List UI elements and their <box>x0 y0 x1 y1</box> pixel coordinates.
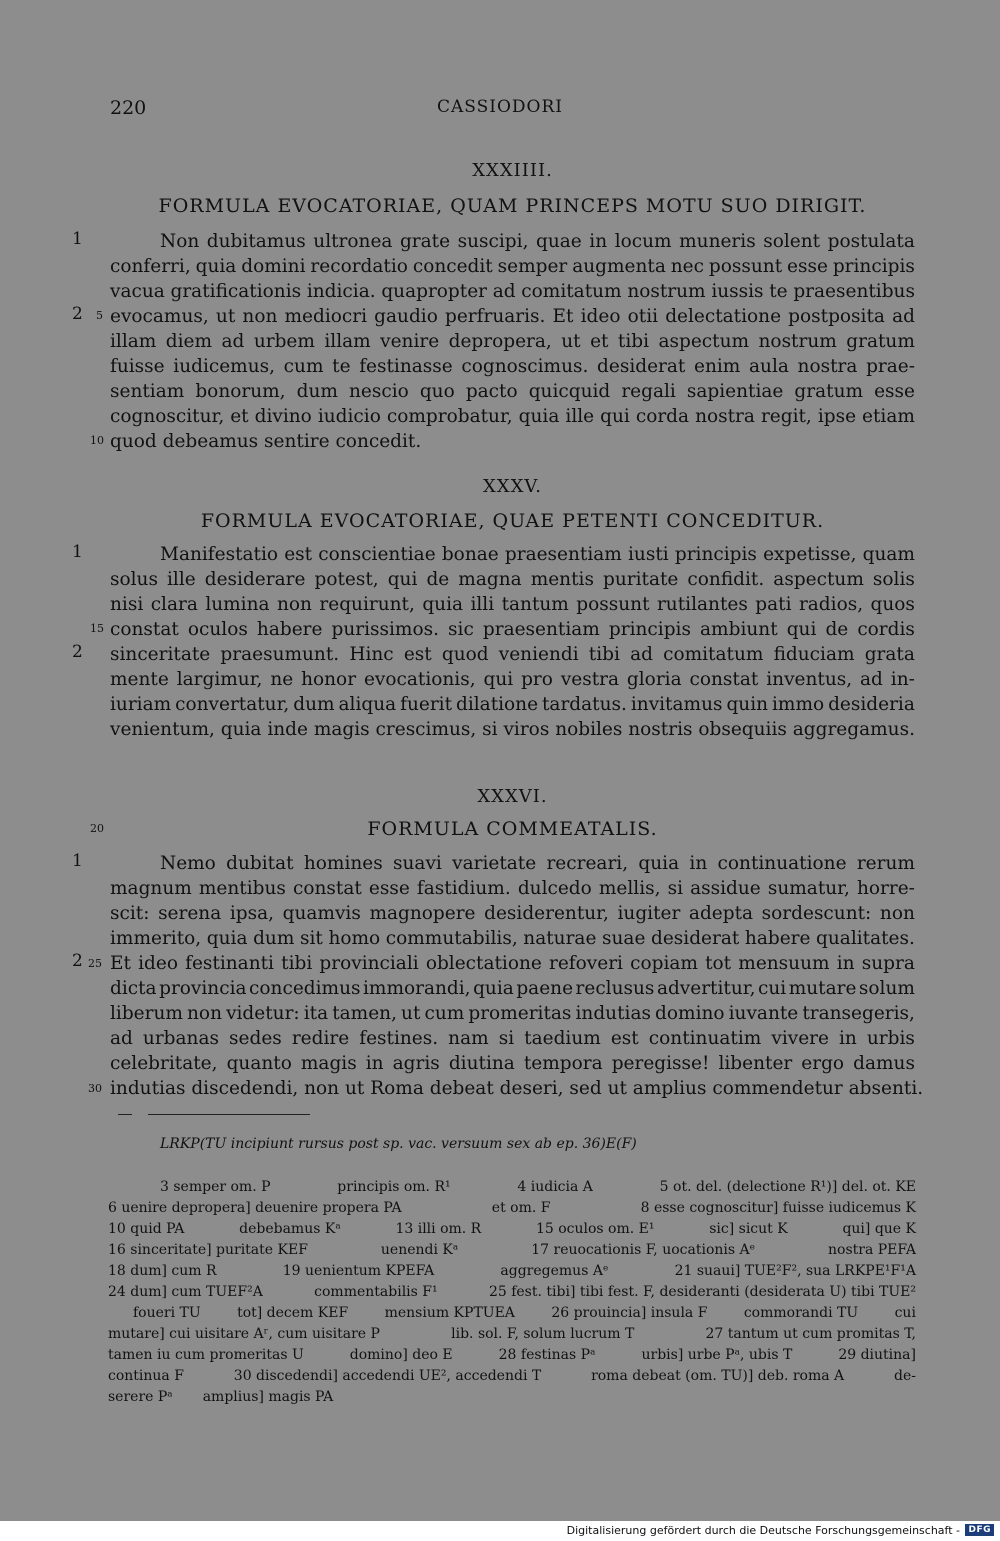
text-line: nisi clara lumina non requirunt, quia illi tantum possunt rutilantes pati radios, quos <box>110 594 915 615</box>
paragraph-number: 1 <box>72 542 83 562</box>
apparatus-note: mensium KPTUEA <box>384 1305 515 1321</box>
apparatus-note: 17 reuocationis F, uocationis Aᵉ <box>531 1242 756 1258</box>
apparatus-note: 30 discedendi] accedendi UE², accedendi T <box>233 1368 542 1384</box>
text-line: solus ille desiderare potest, qui de magna mentis puritate confidit. aspectum solis <box>110 569 915 590</box>
apparatus-note: roma debeat (om. TU)] deb. roma A <box>591 1368 845 1384</box>
apparatus-line <box>108 1240 916 1261</box>
apparatus-line <box>108 1366 916 1387</box>
footnote-rule <box>118 1114 132 1115</box>
section-number: XXXVI. <box>477 786 548 807</box>
apparatus-note: mutare] cui uisitare Aʳ, cum uisitare P <box>108 1326 380 1342</box>
text-line: magnum mentibus constat esse fastidium. dulcedo mellis, si assidue sumatur, horre- <box>110 878 915 899</box>
section-title: FORMULA EVOCATORIAE, QUAE PETENTI CONCEDITUR. <box>200 510 825 532</box>
running-title: CASSIODORI <box>436 97 563 117</box>
apparatus-note: 19 uenientum KPEFA <box>282 1263 435 1279</box>
footnote-rule <box>148 1114 310 1115</box>
paragraph-number: 2 <box>72 642 83 662</box>
text-line: cognoscitur, et divino iudicio comprobatur, quia ille qui corda nostra regit, ipse etiam <box>110 406 915 427</box>
apparatus-note: principis om. R¹ <box>337 1179 451 1195</box>
section-text <box>110 229 915 454</box>
apparatus-note: uenendi Kᵃ <box>380 1242 459 1258</box>
apparatus-note: commorandi TU <box>743 1305 859 1321</box>
text-line: scit: serena ipsa, quamvis magnopere desiderentur, iugiter adepta sordescunt: non <box>110 903 915 924</box>
apparatus-note: 3 semper om. P <box>160 1179 271 1195</box>
apparatus-line <box>108 1303 916 1324</box>
apparatus-note: 21 suaui] TUE²F², sua LRKPE¹F¹A <box>674 1263 916 1279</box>
line-number: 20 <box>90 822 104 835</box>
text-line: indutias discedendi, non ut Roma debeat deseri, sed ut amplius commendetur absenti. <box>110 1078 924 1099</box>
page-number: 220 <box>110 97 147 119</box>
text-line: vacua gratificationis indicia. quapropter ad comitatum nostrum iussis te praesentibus <box>110 281 915 302</box>
apparatus-note: qui] que K <box>842 1221 916 1237</box>
text-line: mente largimur, ne honor evocationis, qui pro vestra gloria constat inventus, ad in- <box>110 669 915 690</box>
apparatus-note: 4 iudicia A <box>517 1179 593 1195</box>
apparatus-line <box>108 1177 916 1198</box>
text-line: Non dubitamus ultronea grate suscipi, quae in locum muneris solent postulata <box>160 231 915 252</box>
critical-apparatus <box>108 1177 916 1408</box>
apparatus-note: domino] deo E <box>349 1347 453 1363</box>
apparatus-note: aggregemus Aᵉ <box>500 1263 609 1279</box>
section-title: FORMULA EVOCATORIAE, QUAM PRINCEPS MOTU SUO DIRIGIT. <box>158 195 867 217</box>
apparatus-line <box>108 1324 916 1345</box>
apparatus-note: 25 fest. tibi] tibi fest. F, desideranti (desiderata U) tibi TUE² <box>488 1284 916 1300</box>
apparatus-line <box>108 1345 916 1366</box>
apparatus-note: 16 sinceritate] puritate KEF <box>108 1242 308 1258</box>
text-line: dicta provincia concedimus immorandi, quia paene reclusus advertitur, cui mutare solum <box>110 978 915 999</box>
section-title: FORMULA COMMEATALIS. <box>367 818 658 840</box>
apparatus-note: 10 quid PA <box>108 1221 185 1237</box>
apparatus-note: 13 illi om. R <box>395 1221 482 1237</box>
line-number: 10 <box>90 434 104 447</box>
section-text <box>110 542 915 742</box>
apparatus-line <box>108 1219 916 1240</box>
line-number: 30 <box>88 1082 102 1095</box>
paragraph-number: 2 <box>72 304 83 324</box>
apparatus-note: 27 tantum ut cum promitas T, <box>705 1326 916 1342</box>
text-line: venientum, quia inde magis crescimus, si viros nobiles nostris obsequiis aggregamus. <box>110 719 915 740</box>
text-line: ad urbanas sedes redire festines. nam si taedium est continuatim vivere in urbis <box>110 1028 915 1049</box>
apparatus-note: continua F <box>108 1368 184 1384</box>
apparatus-note: 5 ot. del. (delectione R¹)] del. ot. KE <box>659 1179 916 1195</box>
paragraph-number: 2 <box>72 951 83 971</box>
apparatus-note: tot] decem KEF <box>237 1305 349 1321</box>
text-line: quod debeamus sentire concedit. <box>110 431 422 452</box>
text-line: liberum non videtur: ita tamen, ut cum promeritas indutias domino iuvante transegeris, <box>110 1003 915 1024</box>
apparatus-note: 15 oculos om. E¹ <box>535 1221 655 1237</box>
paragraph-number: 1 <box>72 229 83 249</box>
text-line: illam diem ad urbem illam venire depropera, ut et tibi aspectum nostrum gratum <box>110 331 915 352</box>
text-line: conferri, quia domini recordatio concedit semper augmenta nec possunt esse principis <box>110 256 915 277</box>
text-line: sinceritate praesumunt. Hinc est quod veniendi tibi ad comitatum fiduciam grata <box>110 644 915 665</box>
apparatus-note: cui <box>894 1305 916 1321</box>
text-line: Nemo dubitat homines suavi varietate recreari, quia in continuatione rerum <box>160 853 915 874</box>
apparatus-note: 24 dum] cum TUEF²A <box>108 1284 263 1300</box>
apparatus-line <box>108 1261 916 1282</box>
text-line: celebritate, quanto magis in agris diutina tempora peregisse! libenter ergo damus <box>110 1053 915 1074</box>
apparatus-note: 26 prouincia] insula F <box>551 1305 708 1321</box>
paragraph-number: 1 <box>72 851 83 871</box>
apparatus-note: 18 dum] cum R <box>108 1263 217 1279</box>
dfg-logo: DFG <box>965 1524 994 1536</box>
line-number: 5 <box>96 309 103 322</box>
apparatus-line <box>108 1387 916 1408</box>
apparatus-note: debebamus Kᵃ <box>239 1221 341 1237</box>
footer <box>0 1521 1000 1541</box>
funding-notice: Digitalisierung gefördert durch die Deutsche Forschungsgemeinschaft - <box>566 1524 960 1537</box>
apparatus-note: foueri TU <box>133 1305 201 1321</box>
text-line: immerito, quia dum sit homo commutabilis, naturae suae desiderat habere qualitates. <box>110 928 915 949</box>
line-number: 25 <box>88 957 102 970</box>
apparatus-note: lib. sol. F, solum lucrum T <box>451 1326 635 1342</box>
section-text <box>110 851 924 1101</box>
text-line: Manifestatio est conscientiae bonae praesentiam iusti principis expetisse, quam <box>160 544 915 565</box>
line-number: 15 <box>90 622 104 635</box>
section-number: XXXIIII. <box>472 160 553 181</box>
apparatus-note: de- <box>894 1368 916 1384</box>
apparatus-note: commentabilis F¹ <box>314 1284 438 1300</box>
apparatus-line <box>108 1198 916 1219</box>
apparatus-note: 28 festinas Pᵃ <box>498 1347 596 1363</box>
text-line: fuisse iudicemus, cum te festinasse cognoscimus. desiderat enim aula nostra prae- <box>110 356 915 377</box>
apparatus-note: 29 diutina] <box>838 1347 916 1363</box>
apparatus-note: urbis] urbe Pᵃ, ubis T <box>641 1347 793 1363</box>
section-number: XXXV. <box>482 476 543 497</box>
text-line: sentiam bonorum, dum nescio quo pacto quicquid regali sapientiae gratum esse <box>110 381 915 402</box>
text-line: Et ideo festinanti tibi provinciali oblectatione refoveri copiam tot mensuum in supra <box>110 953 915 974</box>
text-line: constat oculos habere purissimos. sic praesentiam principis ambiunt qui de cordis <box>110 619 915 640</box>
apparatus-note: et om. F <box>491 1200 551 1216</box>
apparatus-note: 6 uenire depropera] deuenire propera PA <box>108 1200 402 1216</box>
apparatus-note: tamen iu cum promeritas U <box>108 1347 304 1363</box>
apparatus-note: serere Pᵃ <box>108 1389 173 1405</box>
apparatus-note: 8 esse cognoscitur] fuisse iudicemus K <box>640 1200 916 1216</box>
apparatus-note: amplius] magis PA <box>202 1389 334 1405</box>
apparatus-line <box>108 1282 916 1303</box>
text-line: evocamus, ut non mediocri gaudio perfruaris. Et ideo otii delectatione postposita ad <box>110 306 915 327</box>
manuscript-sigla: LRKP(TU incipiunt rursus post sp. vac. versuum sex ab ep. 36)E(F) <box>160 1136 637 1152</box>
text-line: iuriam convertatur, dum aliqua fuerit dilatione tardatus. invitamus quin immo desideria <box>110 694 915 715</box>
apparatus-note: sic] sicut K <box>709 1221 788 1237</box>
apparatus-note: nostra PEFA <box>828 1242 916 1258</box>
